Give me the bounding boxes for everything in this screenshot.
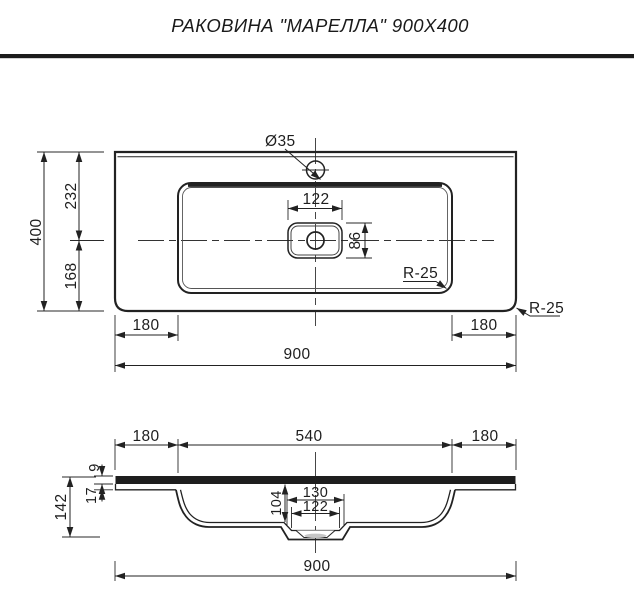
dim-basin-depth: 104 — [269, 490, 285, 516]
faucet-dia-label: Ø35 — [265, 133, 296, 150]
dim-boss-width: 130 — [302, 485, 329, 501]
dim-basin-width: 540 — [295, 428, 323, 445]
dim-depth-back: 232 — [63, 182, 80, 210]
dim-boss-inner-width: 122 — [302, 499, 329, 515]
dim-rim-thickness: 9 — [87, 463, 103, 472]
dim-depth-front: 168 — [63, 262, 80, 290]
apron-right — [455, 484, 516, 490]
apron-left — [116, 484, 177, 490]
dim-drain-width: 122 — [302, 191, 330, 208]
drain-pocket-shading — [305, 534, 327, 538]
section-view — [53, 428, 516, 581]
dim-width-total: 900 — [303, 558, 331, 575]
dim-drain-height: 86 — [347, 231, 364, 250]
dim-height-total: 142 — [53, 493, 70, 521]
dim-width-total: 900 — [283, 346, 311, 363]
drawing-title: РАКОВИНА "МАРЕЛЛА" 900X400 — [171, 15, 469, 36]
dim-margin-left: 180 — [132, 317, 160, 334]
dim-margin-right: 180 — [470, 317, 498, 334]
countertop-slab — [116, 476, 516, 484]
dim-depth-total: 400 — [28, 218, 45, 246]
dim-margin-right: 180 — [471, 428, 499, 445]
dim-margin-left: 180 — [132, 428, 160, 445]
top-view — [28, 133, 564, 372]
title-rule — [0, 54, 634, 58]
dim-edge-height: 17 — [84, 487, 100, 504]
radius-corner-label: R-25 — [529, 300, 565, 317]
radius-basin-leader — [403, 282, 447, 289]
radius-basin-label: R-25 — [403, 265, 439, 282]
